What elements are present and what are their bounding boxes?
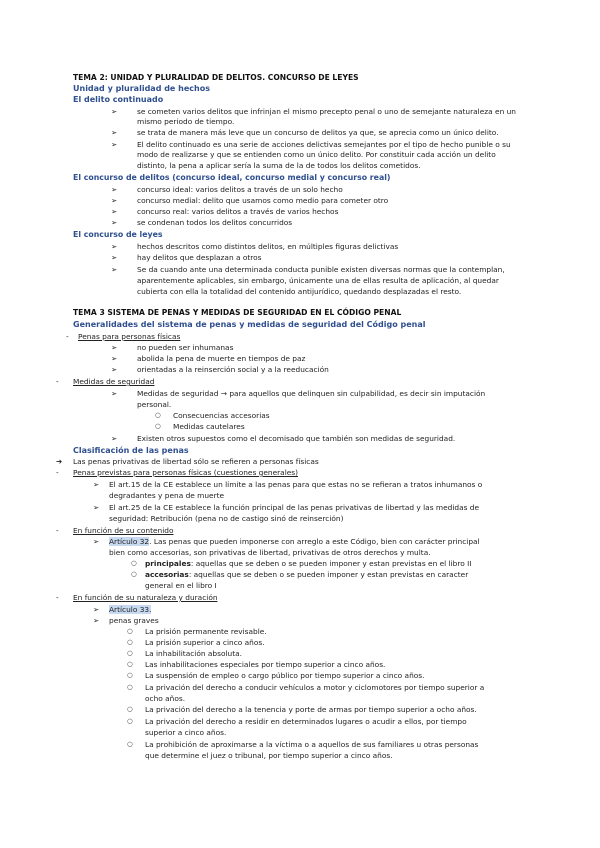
leyes-item: Se da cuando ante una determinada conducta punible existen diversas normas que la contemplan, <box>137 265 505 274</box>
arrow-bullet-icon: ➢ <box>111 365 118 374</box>
tema3-title: TEMA 3 SISTEMA DE PENAS Y MEDIDAS DE SEGURIDAD EN EL CÓDIGO PENAL <box>73 308 402 317</box>
arrow-bullet-icon: ➢ <box>111 207 118 216</box>
grave-item: La inhabilitación absoluta. <box>145 649 243 658</box>
grave-item: La privación del derecho a la tenencia y porte de armas por tiempo superior a ocho años. <box>145 705 477 714</box>
pf-item: orientadas a la reinserción social y a la reeducación <box>137 365 329 374</box>
arrow-bullet-icon: ➢ <box>93 480 100 489</box>
continuado-line: El delito continuado es una serie de acciones delictivas semejantes por el tipo de hecho punible o su <box>137 140 511 149</box>
continuado-line: mismo periodo de tiempo. <box>137 117 235 126</box>
circle-bullet-icon: ○ <box>127 627 133 635</box>
leyes-item: hay delitos que desplazan a otros <box>137 253 262 262</box>
dash-bullet: - <box>56 526 59 535</box>
previstas-heading: Penas previstas para personas físicas (cuestiones generales) <box>73 468 299 477</box>
circle-bullet-icon: ○ <box>155 411 161 419</box>
dash-bullet: - <box>56 377 59 386</box>
naturaleza-heading: En función de su naturaleza y duración <box>73 593 218 602</box>
previstas-item: seguridad: Retribución (pena no de castigo sinó de reinserción) <box>109 514 344 523</box>
right-arrow-icon: ➔ <box>56 457 63 466</box>
graves-label: penas graves <box>109 616 159 625</box>
grave-item: superior a cinco años. <box>145 728 227 737</box>
art33-line <box>109 605 151 614</box>
arrow-bullet-icon: ➢ <box>111 128 118 137</box>
grave-item: La privación del derecho a residir en determinados lugares o acudir a ellos, por tiempo <box>145 717 467 726</box>
arrow-bullet-icon: ➢ <box>93 605 100 614</box>
continuado-line: se cometen varios delitos que infrinjan el mismo precepto penal o uno de semejante naturaleza en un <box>137 107 516 116</box>
dash-bullet: - <box>56 468 59 477</box>
previstas-item: El art.15 de la CE establece un límite a las penas para que estas no se refieran a tratos inhumanos o <box>109 480 483 489</box>
arrow-bullet-icon: ➢ <box>111 185 118 194</box>
art32-line: Artículo 32. Las penas que pueden imponerse con arreglo a este Código, bien con carácter principal <box>109 537 480 546</box>
previstas-item: El art.25 de la CE establece la función principal de las penas privativas de libertad y las medidas de <box>109 503 480 512</box>
arrow-bullet-icon: ➢ <box>93 616 100 625</box>
grave-item: La suspensión de empleo o cargo público por tiempo superior a cinco años. <box>145 671 425 680</box>
accesorias-line: general en el libro I <box>145 581 217 590</box>
medidas-subitem: Medidas cautelares <box>173 422 245 431</box>
circle-bullet-icon: ○ <box>127 717 133 725</box>
circle-bullet-icon: ○ <box>127 638 133 646</box>
medidas-item: personal. <box>137 400 172 409</box>
arrow-bullet-icon: ➢ <box>111 140 118 149</box>
concurso-item: concurso medial: delito que usamos como medio para cometer otro <box>137 196 389 205</box>
principales-line: principales: aquellas que se deben o se pueden imponer y estan previstas en el libro II <box>145 559 472 568</box>
tema2-sub-continuado: El delito continuado <box>73 95 164 104</box>
circle-bullet-icon: ○ <box>131 570 137 578</box>
continuado-line: se trata de manera más leve que un concurso de delitos ya que, se aprecia como un único delito. <box>137 128 499 137</box>
arrow-bullet-icon: ➢ <box>111 265 118 274</box>
grave-item: ocho años. <box>145 694 186 703</box>
arrow-bullet-icon: ➢ <box>111 434 118 443</box>
concurso-item: concurso real: varios delitos a través de varios hechos <box>137 207 339 216</box>
grave-item: La prisión superior a cinco años. <box>145 638 265 647</box>
arrow-bullet-icon: ➢ <box>111 343 118 352</box>
circle-bullet-icon: ○ <box>127 740 133 748</box>
circle-bullet-icon: ○ <box>127 660 133 668</box>
circle-bullet-icon: ○ <box>127 705 133 713</box>
penas-fisicas-heading: Penas para personas físicas <box>78 332 181 341</box>
grave-item: Las inhabilitaciones especiales por tiempo superior a cinco años. <box>145 660 386 669</box>
art32-highlight: Artículo 32 <box>109 537 150 546</box>
privativas-note: Las penas privativas de libertad sólo se refieren a personas físicas <box>73 457 319 466</box>
circle-bullet-icon: ○ <box>127 683 133 691</box>
leyes-item: hechos descritos como distintos delitos, en múltiples figuras delictivas <box>137 242 399 251</box>
grave-item: La privación del derecho a conducir vehículos a motor y ciclomotores por tiempo superior a <box>145 683 485 692</box>
medidas-item: Medidas de seguridad → para aquellos que delinquen sin culpabilidad, es decir sin imputación <box>137 389 486 398</box>
arrow-bullet-icon: ➢ <box>93 537 100 546</box>
tema2-sub-concurso-leyes: El concurso de leyes <box>73 230 163 239</box>
medidas-item: Existen otros supuestos como el decomisado que también son medidas de seguridad. <box>137 434 456 443</box>
grave-item: La prisión permanente revisable. <box>145 627 267 636</box>
leyes-item: aparentemente aplicables, sin embargo, únicamente una de ellas resulta de aplicación, al quedar <box>137 276 499 285</box>
dash-bullet: - <box>66 332 69 341</box>
circle-bullet-icon: ○ <box>131 559 137 567</box>
dash-bullet: - <box>56 593 59 602</box>
circle-bullet-icon: ○ <box>127 649 133 657</box>
leyes-item: cubierta con ella la totalidad del contenido antijurídico, quedando desplazadas el resto. <box>137 287 462 296</box>
pf-item: no pueden ser inhumanas <box>137 343 234 352</box>
arrow-bullet-icon: ➢ <box>111 107 118 116</box>
contenido-heading: En función de su contenido <box>73 526 174 535</box>
arrow-bullet-icon: ➢ <box>111 242 118 251</box>
tema2-sub-concurso-delitos: El concurso de delitos (concurso ideal, concurso medial y concurso real) <box>73 173 391 182</box>
previstas-item: degradantes y pena de muerte <box>109 491 225 500</box>
arrow-bullet-icon: ➢ <box>93 503 100 512</box>
medidas-heading: Medidas de seguridad <box>73 377 155 386</box>
continuado-line: modo de realizarse y que se entienden como un único delito. Por constituir cada acción un delito <box>137 150 496 159</box>
arrow-bullet-icon: ➢ <box>111 253 118 262</box>
circle-bullet-icon: ○ <box>155 422 161 430</box>
tema3-sub-generalidades: Generalidades del sistema de penas y medidas de seguridad del Código penal <box>73 320 426 329</box>
arrow-bullet-icon: ➢ <box>111 389 118 398</box>
art32-line: bien como accesorias, son privativas de libertad, privativas de otros derechos y multa. <box>109 548 431 557</box>
grave-item: La prohibición de aproximarse a la víctima o a aquellos de sus familiares u otras personas <box>145 740 479 749</box>
concurso-item: concurso ideal: varios delitos a través de un solo hecho <box>137 185 343 194</box>
circle-bullet-icon: ○ <box>127 671 133 679</box>
tema2-title: TEMA 2: UNIDAD Y PLURALIDAD DE DELITOS. CONCURSO DE LEYES <box>73 73 359 82</box>
concurso-item: se condenan todos los delitos concurridos <box>137 218 293 227</box>
medidas-subitem: Consecuencias accesorias <box>173 411 270 420</box>
tema2-sub-unidad: Unidad y pluralidad de hechos <box>73 84 210 93</box>
continuado-line: distinto, la pena a aplicar sería la suma de la de todos los delitos cometidos. <box>137 161 421 170</box>
arrow-bullet-icon: ➢ <box>111 218 118 227</box>
clasificacion-heading: Clasificación de las penas <box>73 446 189 455</box>
arrow-bullet-icon: ➢ <box>111 196 118 205</box>
grave-item: que determine el juez o tribunal, por tiempo superior a cinco años. <box>145 751 393 760</box>
art33-highlight: Artículo 33. <box>109 605 152 614</box>
accesorias-line: accesorias: aquellas que se deben o se pueden imponer y estan previstas en caracter <box>145 570 469 579</box>
arrow-bullet-icon: ➢ <box>111 354 118 363</box>
pf-item: abolida la pena de muerte en tiempos de paz <box>137 354 306 363</box>
